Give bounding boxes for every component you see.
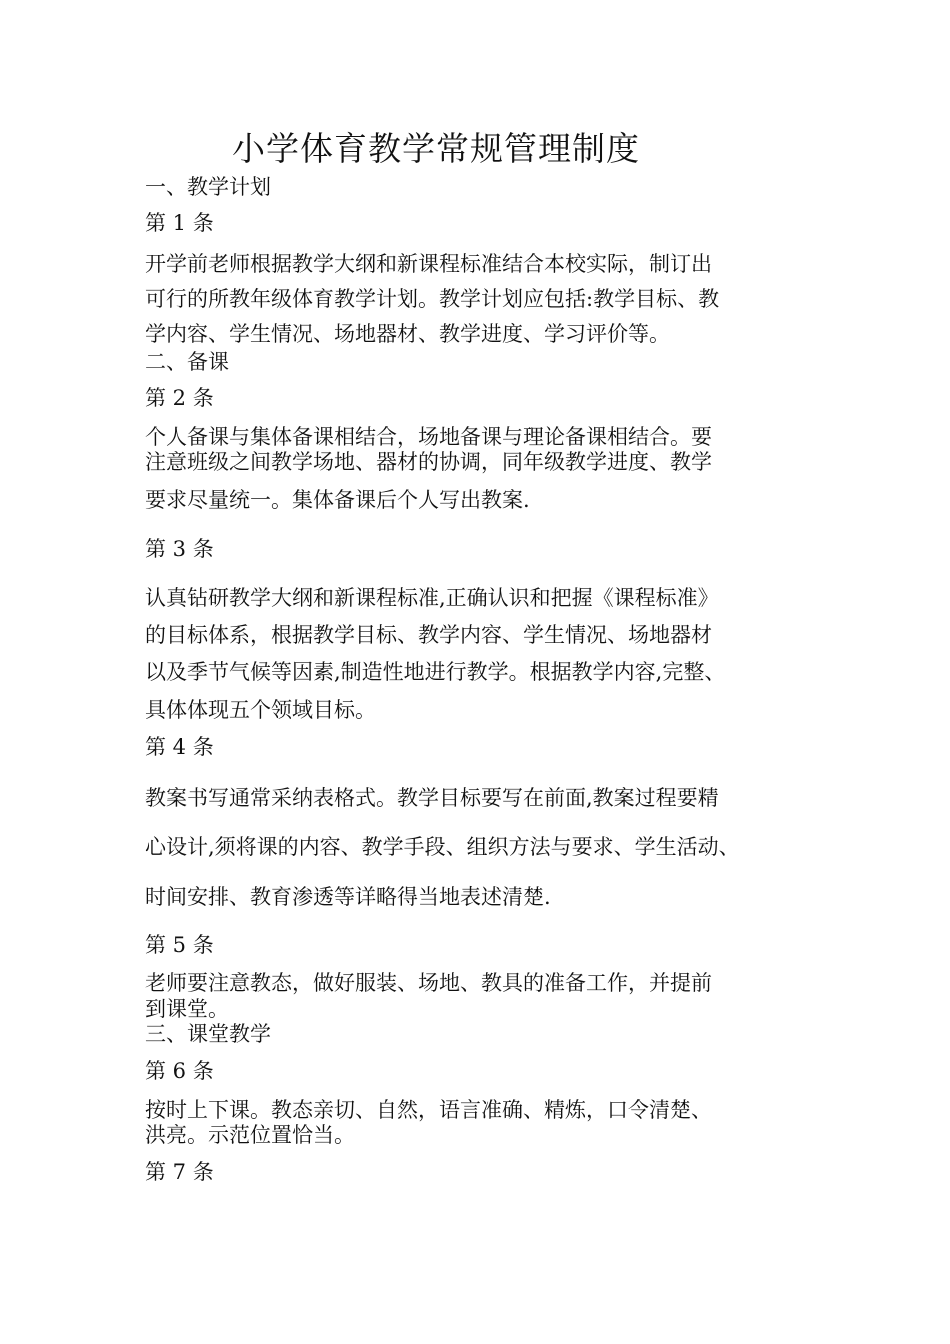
document-title: 小学体育教学常规管理制度 xyxy=(232,129,640,168)
paragraph-line: 教案书写通常采纳表格式。教学目标要写在前面,教案过程要精 xyxy=(145,786,719,810)
article-label: 第 5 条 xyxy=(145,933,214,957)
paragraph-line: 到课堂。 xyxy=(145,997,229,1021)
paragraph-line: 以及季节气候等因素,制造性地进行教学。根据教学内容,完整、 xyxy=(145,660,726,684)
section-heading-lesson-prep: 二、备课 xyxy=(145,350,229,374)
paragraph-line: 要求尽量统一。集体备课后个人写出教案. xyxy=(145,488,530,512)
paragraph-line: 老师要注意教态，做好服装、场地、教具的准备工作，并提前 xyxy=(145,971,712,995)
paragraph-line: 的目标体系，根据教学目标、教学内容、学生情况、场地器材 xyxy=(145,623,712,647)
paragraph-line: 开学前老师根据教学大纲和新课程标准结合本校实际，制订出 xyxy=(145,252,712,276)
article-label: 第 2 条 xyxy=(145,386,214,410)
article-label: 第 7 条 xyxy=(145,1160,214,1184)
article-label: 第 3 条 xyxy=(145,537,214,561)
paragraph-line: 认真钻研教学大纲和新课程标准,正确认识和把握《课程标准》 xyxy=(145,586,719,610)
article-label: 第 6 条 xyxy=(145,1059,214,1083)
paragraph-line: 具体体现五个领域目标。 xyxy=(145,698,376,722)
article-label: 第 4 条 xyxy=(145,735,214,759)
section-heading-teaching-plan: 一、教学计划 xyxy=(145,175,271,199)
paragraph-line: 时间安排、教育渗透等详略得当地表述清楚. xyxy=(145,885,551,909)
paragraph-line: 个人备课与集体备课相结合，场地备课与理论备课相结合。要 xyxy=(145,425,712,449)
article-label: 第 1 条 xyxy=(145,211,214,235)
paragraph-line: 可行的所教年级体育教学计划。教学计划应包括:教学目标、教 xyxy=(145,287,720,311)
paragraph-line: 洪亮。示范位置恰当。 xyxy=(145,1123,355,1147)
paragraph-line: 心设计,须将课的内容、教学手段、组织方法与要求、学生活动、 xyxy=(145,835,740,859)
section-heading-classroom-teaching: 三、课堂教学 xyxy=(145,1022,271,1046)
paragraph-line: 学内容、学生情况、场地器材、教学进度、学习评价等。 xyxy=(145,322,670,346)
paragraph-line: 按时上下课。教态亲切、自然，语言准确、精炼，口令清楚、 xyxy=(145,1098,712,1122)
paragraph-line: 注意班级之间教学场地、器材的协调，同年级教学进度、教学 xyxy=(145,450,712,474)
